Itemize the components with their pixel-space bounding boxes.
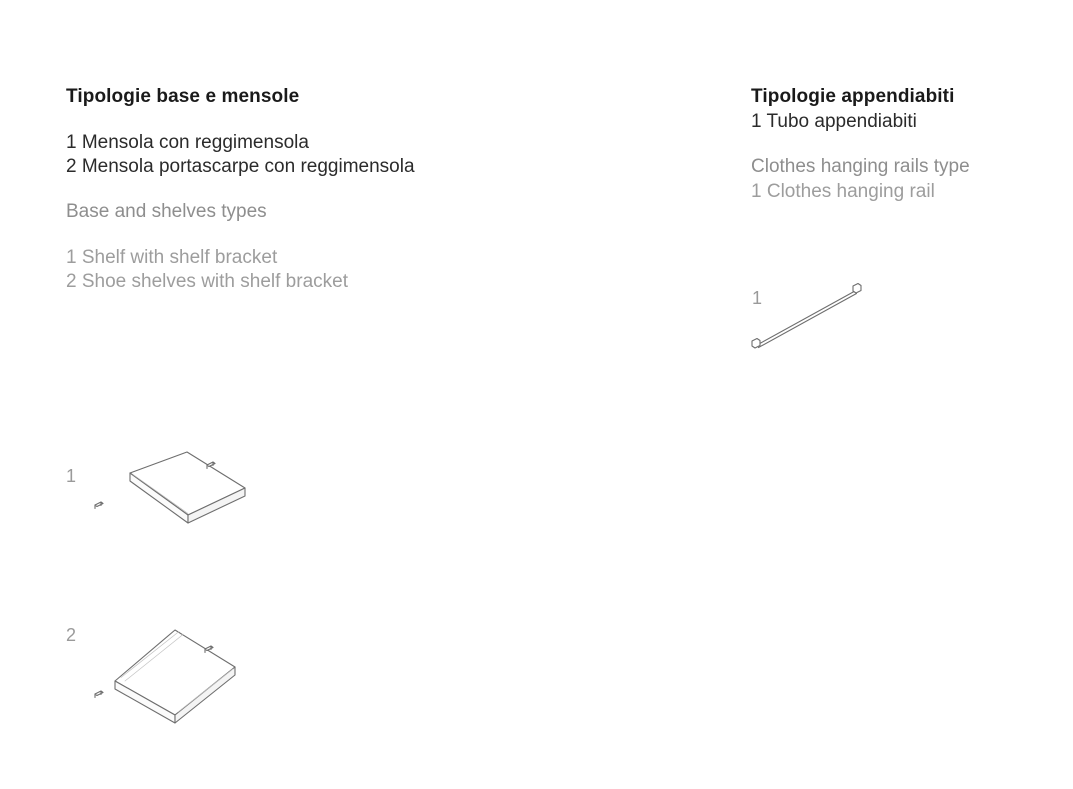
spacer — [66, 110, 686, 131]
base-and-shelves-section — [66, 84, 686, 294]
list-item-it-1: 1 Mensola con reggimensola — [66, 132, 309, 153]
shoe-shelf-isometric-icon — [55, 605, 275, 730]
spacer — [66, 225, 686, 246]
figure-number-2: 2 — [66, 625, 77, 645]
list-item-it-2: 2 Mensola portascarpe con reggimensola — [66, 156, 415, 177]
spacer — [66, 179, 686, 199]
list-item-en-1: 1 Shelf with shelf bracket — [66, 247, 278, 268]
list-item-en-2: 2 Shoe shelves with shelf bracket — [66, 271, 348, 292]
clothes-rail-diagram — [735, 270, 885, 375]
rails-list-item-it-1: 1 Tubo appendiabiti — [751, 111, 917, 132]
shelf-isometric-icon — [55, 440, 275, 560]
spacer — [751, 134, 1051, 154]
rails-list-item-en-1: 1 Clothes hanging rail — [751, 181, 935, 202]
figure-number-rail: 1 — [752, 288, 763, 308]
clothes-rails-section — [751, 84, 1051, 204]
rails-heading-english: Clothes hanging rails type — [751, 156, 970, 177]
shoe-shelf-diagram — [55, 605, 275, 735]
rails-heading-italian: Tipologie appendiabiti — [751, 86, 955, 107]
clothes-hanging-rail-icon — [735, 270, 885, 370]
figure-number-1: 1 — [66, 466, 77, 486]
section-heading-italian: Tipologie base e mensole — [66, 86, 300, 107]
shelf-diagram — [55, 440, 275, 565]
section-heading-english: Base and shelves types — [66, 201, 267, 222]
